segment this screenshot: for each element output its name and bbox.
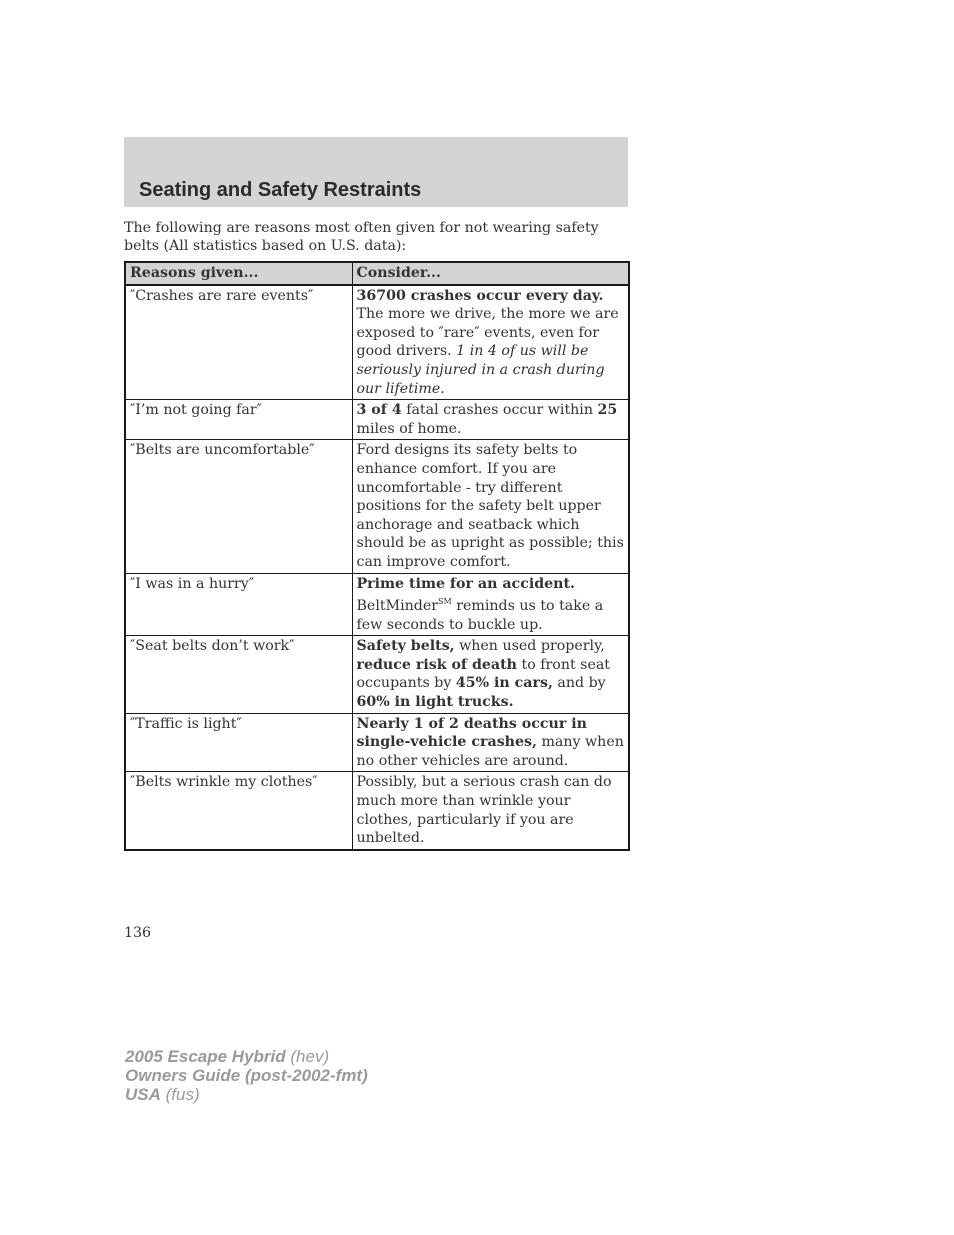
- consider-cell: [352, 573, 629, 636]
- reason-cell: ″I’m not going far″: [125, 400, 352, 440]
- consider-cell: [352, 440, 629, 573]
- text-segment: miles of home.: [356, 420, 462, 437]
- reason-cell: ″I was in a hurry″: [125, 573, 352, 636]
- text-segment: when used properly,: [454, 638, 605, 655]
- reason-cell: ″Belts wrinkle my clothes″: [125, 772, 352, 850]
- text-segment: Possibly, but a serious crash can do much more than wrinkle your clothes, particularly if you are unbelted.: [356, 774, 612, 847]
- text-segment: to front seat occupants by: [356, 656, 611, 692]
- text-segment: reminds us to take a few seconds to buckle up.: [356, 598, 604, 633]
- consider-cell: [352, 636, 629, 713]
- reason-cell: ″Belts are uncomfortable″: [125, 440, 352, 573]
- footer-line: [125, 1085, 368, 1104]
- table-body: [125, 285, 629, 850]
- reason-cell: ″Traffic is light″: [125, 713, 352, 772]
- table-row: [125, 573, 629, 636]
- text-segment: many when no other vehicles are around.: [356, 734, 624, 769]
- page-number: 136: [124, 925, 152, 941]
- table-header-row: [125, 262, 629, 285]
- text-segment: The more we drive, the more we are exposed to ″rare″ events, even for good drivers.: [356, 306, 619, 360]
- emphasis-bold: 60% in light trucks.: [356, 694, 514, 711]
- text-segment: BeltMinder: [356, 598, 439, 615]
- section-title: Seating and Safety Restraints: [139, 179, 422, 201]
- footer-line: [125, 1066, 368, 1085]
- text-segment: and by: [552, 675, 606, 692]
- service-mark: SM: [438, 597, 452, 607]
- table-row: [125, 400, 629, 440]
- reason-cell: ″Seat belts don’t work″: [125, 636, 352, 713]
- column-header-consider: Consider...: [352, 262, 629, 285]
- emphasis-bold: reduce risk of death: [356, 656, 517, 673]
- footer-line-normal: (fus): [160, 1085, 200, 1104]
- emphasis-italic: 1 in 4 of us will be seriously injured in a crash during our lifetime.: [356, 343, 605, 397]
- footer-line: [125, 1047, 368, 1066]
- emphasis-bold: Safety belts,: [356, 638, 455, 655]
- text-segment: Ford designs its safety belts to enhance comfort. If you are uncomfortable - try different positions for the safety belt upper anchorage and seatback which should be as upright as possible; this can improve comfort.: [356, 442, 624, 570]
- table-row: [125, 285, 629, 400]
- footer-line-bold: Owners Guide (post-2002-fmt): [125, 1066, 368, 1085]
- document-footer: [125, 1047, 368, 1104]
- emphasis-bold: 3 of 4: [356, 402, 402, 419]
- reason-cell: ″Crashes are rare events″: [125, 285, 352, 400]
- table-row: [125, 713, 629, 772]
- footer-line-normal: (hev): [285, 1047, 330, 1066]
- emphasis-bold: 45% in cars,: [455, 675, 553, 692]
- section-header: [124, 137, 628, 207]
- consider-cell: [352, 772, 629, 850]
- footer-line-bold: 2005 Escape Hybrid: [125, 1047, 286, 1066]
- table-row: [125, 440, 629, 573]
- footer-line-bold: USA: [125, 1085, 161, 1104]
- emphasis-bold: Nearly 1 of 2 deaths occur in single-vehicle crashes,: [356, 715, 587, 751]
- table-row: [125, 636, 629, 713]
- consider-cell: [352, 285, 629, 400]
- emphasis-bold: 25: [597, 402, 618, 419]
- consider-cell: [352, 713, 629, 772]
- emphasis-bold: Prime time for an accident.: [356, 575, 575, 592]
- intro-paragraph: The following are reasons most often given for not wearing safety belts (All statistics based on U.S. data):: [124, 220, 599, 254]
- safety-belt-reasons-table: [124, 261, 630, 851]
- text-segment: fatal crashes occur within: [401, 402, 598, 419]
- table-row: [125, 772, 629, 850]
- consider-cell: [352, 400, 629, 440]
- emphasis-bold: 36700 crashes occur every day.: [356, 287, 604, 304]
- column-header-reasons: Reasons given...: [125, 262, 352, 285]
